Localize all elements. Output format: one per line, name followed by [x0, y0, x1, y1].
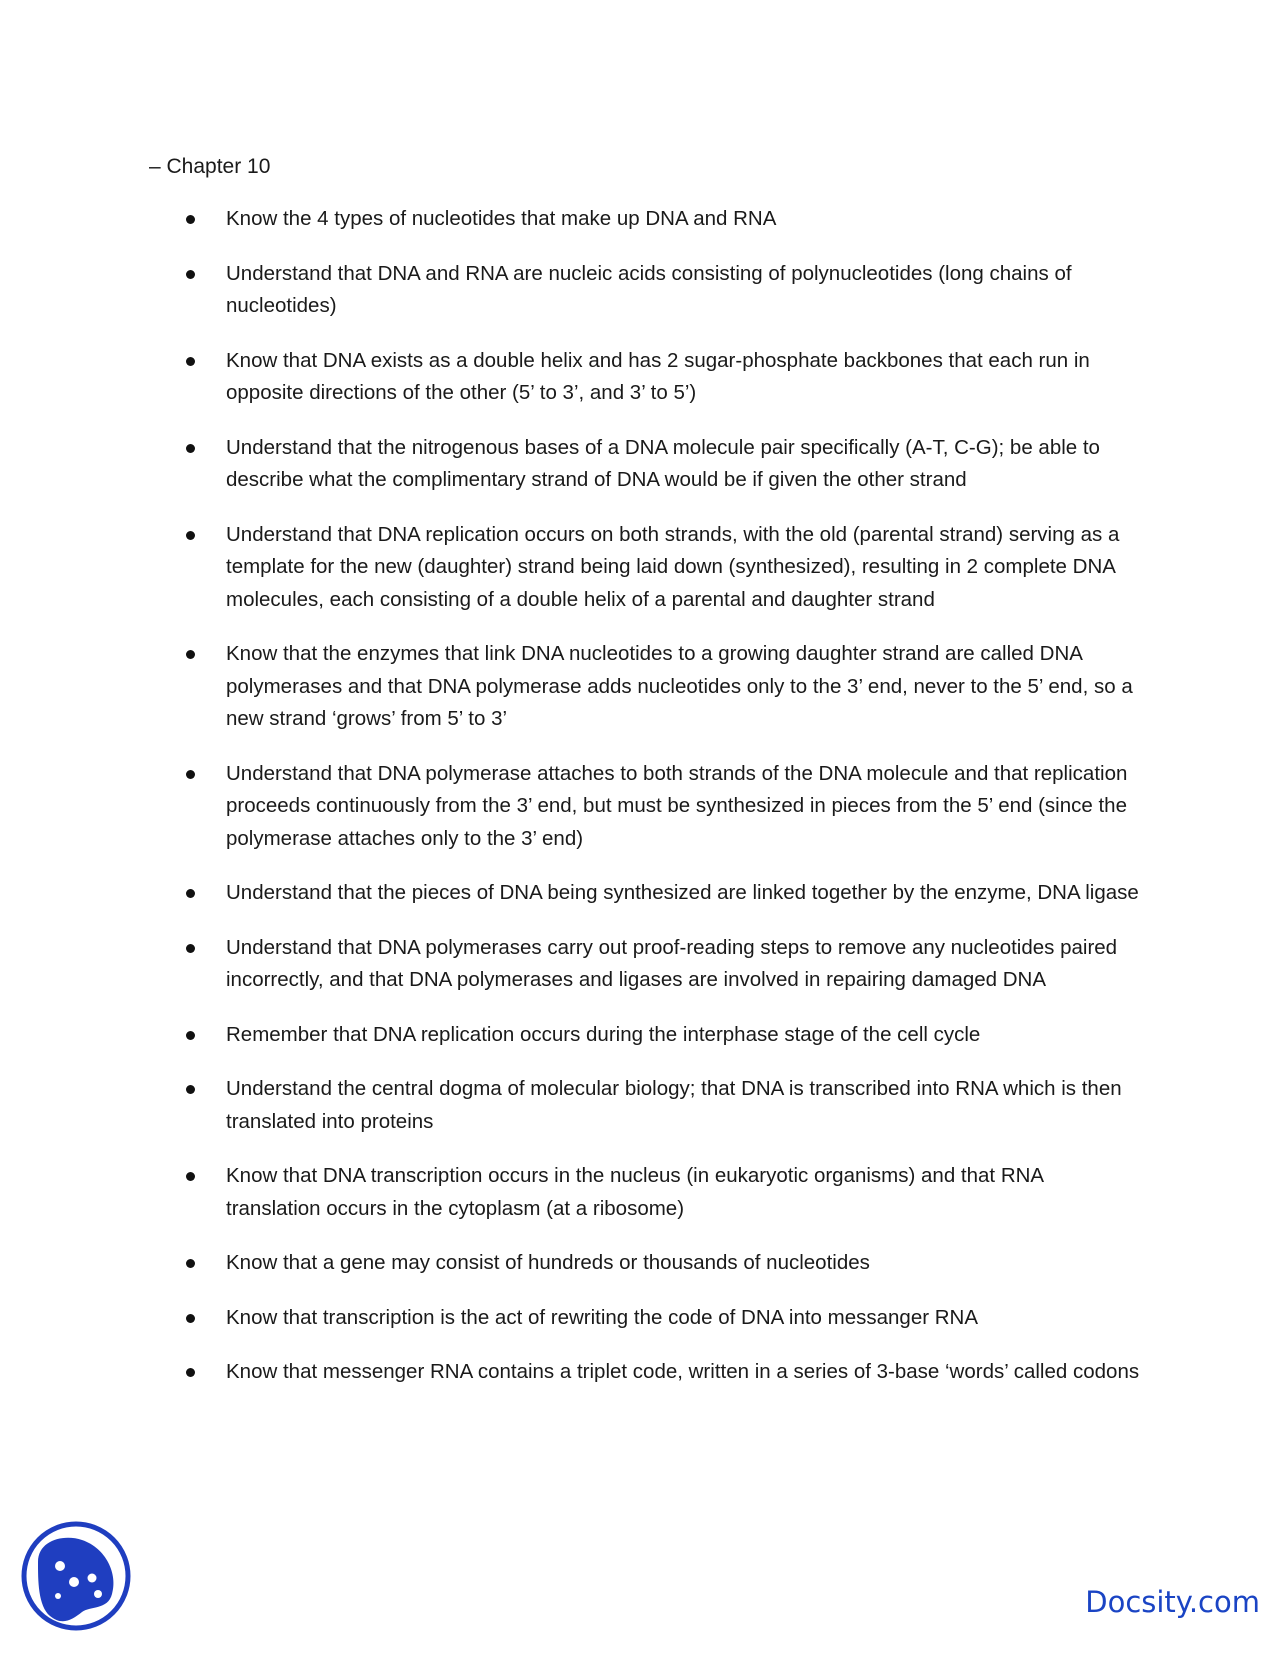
list-item-text: Know that DNA exists as a double helix and has 2 sugar-phosphate backbones that each run in opposite directions of the other (5’ to 3’, and 3’ to 5’) — [226, 348, 1090, 404]
bullet-icon — [186, 444, 195, 453]
list-item — [0, 1160, 1280, 1225]
list-item — [0, 877, 1280, 910]
list-item — [0, 203, 1280, 236]
list-item-text: Remember that DNA replication occurs during the interphase stage of the cell cycle — [226, 1022, 981, 1046]
list-item-text: Understand the central dogma of molecular biology; that DNA is transcribed into RNA which is then translated into proteins — [226, 1077, 1122, 1133]
list-item-text: Know that a gene may consist of hundreds or thousands of nucleotides — [226, 1251, 870, 1274]
list-item — [0, 345, 1280, 410]
list-item — [0, 638, 1280, 736]
bullet-icon — [186, 770, 195, 779]
list-item-text: Understand that DNA polymerase attaches to both strands of the DNA molecule and that replication proceeds continuously from the 3’ end, but must be synthesized in pieces from the 5’ end (since the polymerase attaches only to the 3’ end) — [226, 761, 1128, 850]
list-item — [0, 1073, 1280, 1138]
list-item — [0, 1247, 1280, 1280]
brand-link[interactable]: Docsity.com — [1085, 1585, 1260, 1619]
bullet-icon — [186, 650, 195, 659]
list-item — [0, 1302, 1280, 1335]
list-item-text: Know that the enzymes that link DNA nucleotides to a growing daughter strand are called DNA polymerases and that DNA polymerase adds nucleotides only to the 3’ end, never to the 5’ end, so a new strand ‘grows’ from 5’ to 3’ — [226, 642, 1133, 730]
list-item — [0, 258, 1280, 323]
bullet-icon — [186, 1085, 195, 1094]
bullet-icon — [186, 270, 195, 279]
list-item-text: Understand that DNA and RNA are nucleic acids consisting of polynucleotides (long chains of nucleotides) — [226, 261, 1072, 317]
list-item — [0, 932, 1280, 997]
bullet-icon — [186, 1314, 195, 1323]
list-item — [0, 519, 1280, 617]
bullet-icon — [186, 1368, 195, 1377]
bullet-icon — [186, 1031, 195, 1040]
list-item-text: Know that DNA transcription occurs in the nucleus (in eukaryotic organisms) and that RNA translation occurs in the cytoplasm (at a ribosome) — [226, 1164, 1043, 1220]
list-item-text: Understand that DNA replication occurs on both strands, with the old (parental strand) serving as a template for the new (daughter) strand being laid down (synthesized), resulting in 2 complete DNA molecules, each consisting of a double helix of a parental and daughter strand — [226, 522, 1120, 611]
bullet-icon — [186, 944, 195, 953]
bullet-icon — [186, 1259, 195, 1268]
list-item — [0, 758, 1280, 856]
bullet-icon — [186, 215, 195, 224]
list-item — [0, 1356, 1280, 1389]
bullet-icon — [186, 889, 195, 898]
bullet-list — [0, 203, 1280, 1411]
list-item-text: Know the 4 types of nucleotides that make up DNA and RNA — [226, 207, 777, 230]
chapter-heading: – Chapter 10 — [149, 155, 271, 178]
list-item-text: Understand that the nitrogenous bases of a DNA molecule pair specifically (A-T, C-G); be able to describe what the complimentary strand of DNA would be if given the other strand — [226, 435, 1100, 491]
bullet-icon — [186, 531, 195, 540]
bullet-icon — [186, 357, 195, 366]
bullet-icon — [186, 1172, 195, 1181]
list-item-text: Know that messenger RNA contains a triplet code, written in a series of 3-base ‘words’ called codons — [226, 1360, 1140, 1383]
list-item-text: Understand that the pieces of DNA being synthesized are linked together by the enzyme, DNA ligase — [226, 881, 1139, 904]
list-item — [0, 1019, 1280, 1052]
list-item — [0, 432, 1280, 497]
list-item-text: Know that transcription is the act of rewriting the code of DNA into messanger RNA — [226, 1305, 979, 1329]
list-item-text: Understand that DNA polymerases carry out proof-reading steps to remove any nucleotides paired incorrectly, and that DNA polymerases and ligases are involved in repairing damaged DNA — [226, 935, 1118, 991]
docsity-logo-icon[interactable] — [20, 1520, 132, 1632]
